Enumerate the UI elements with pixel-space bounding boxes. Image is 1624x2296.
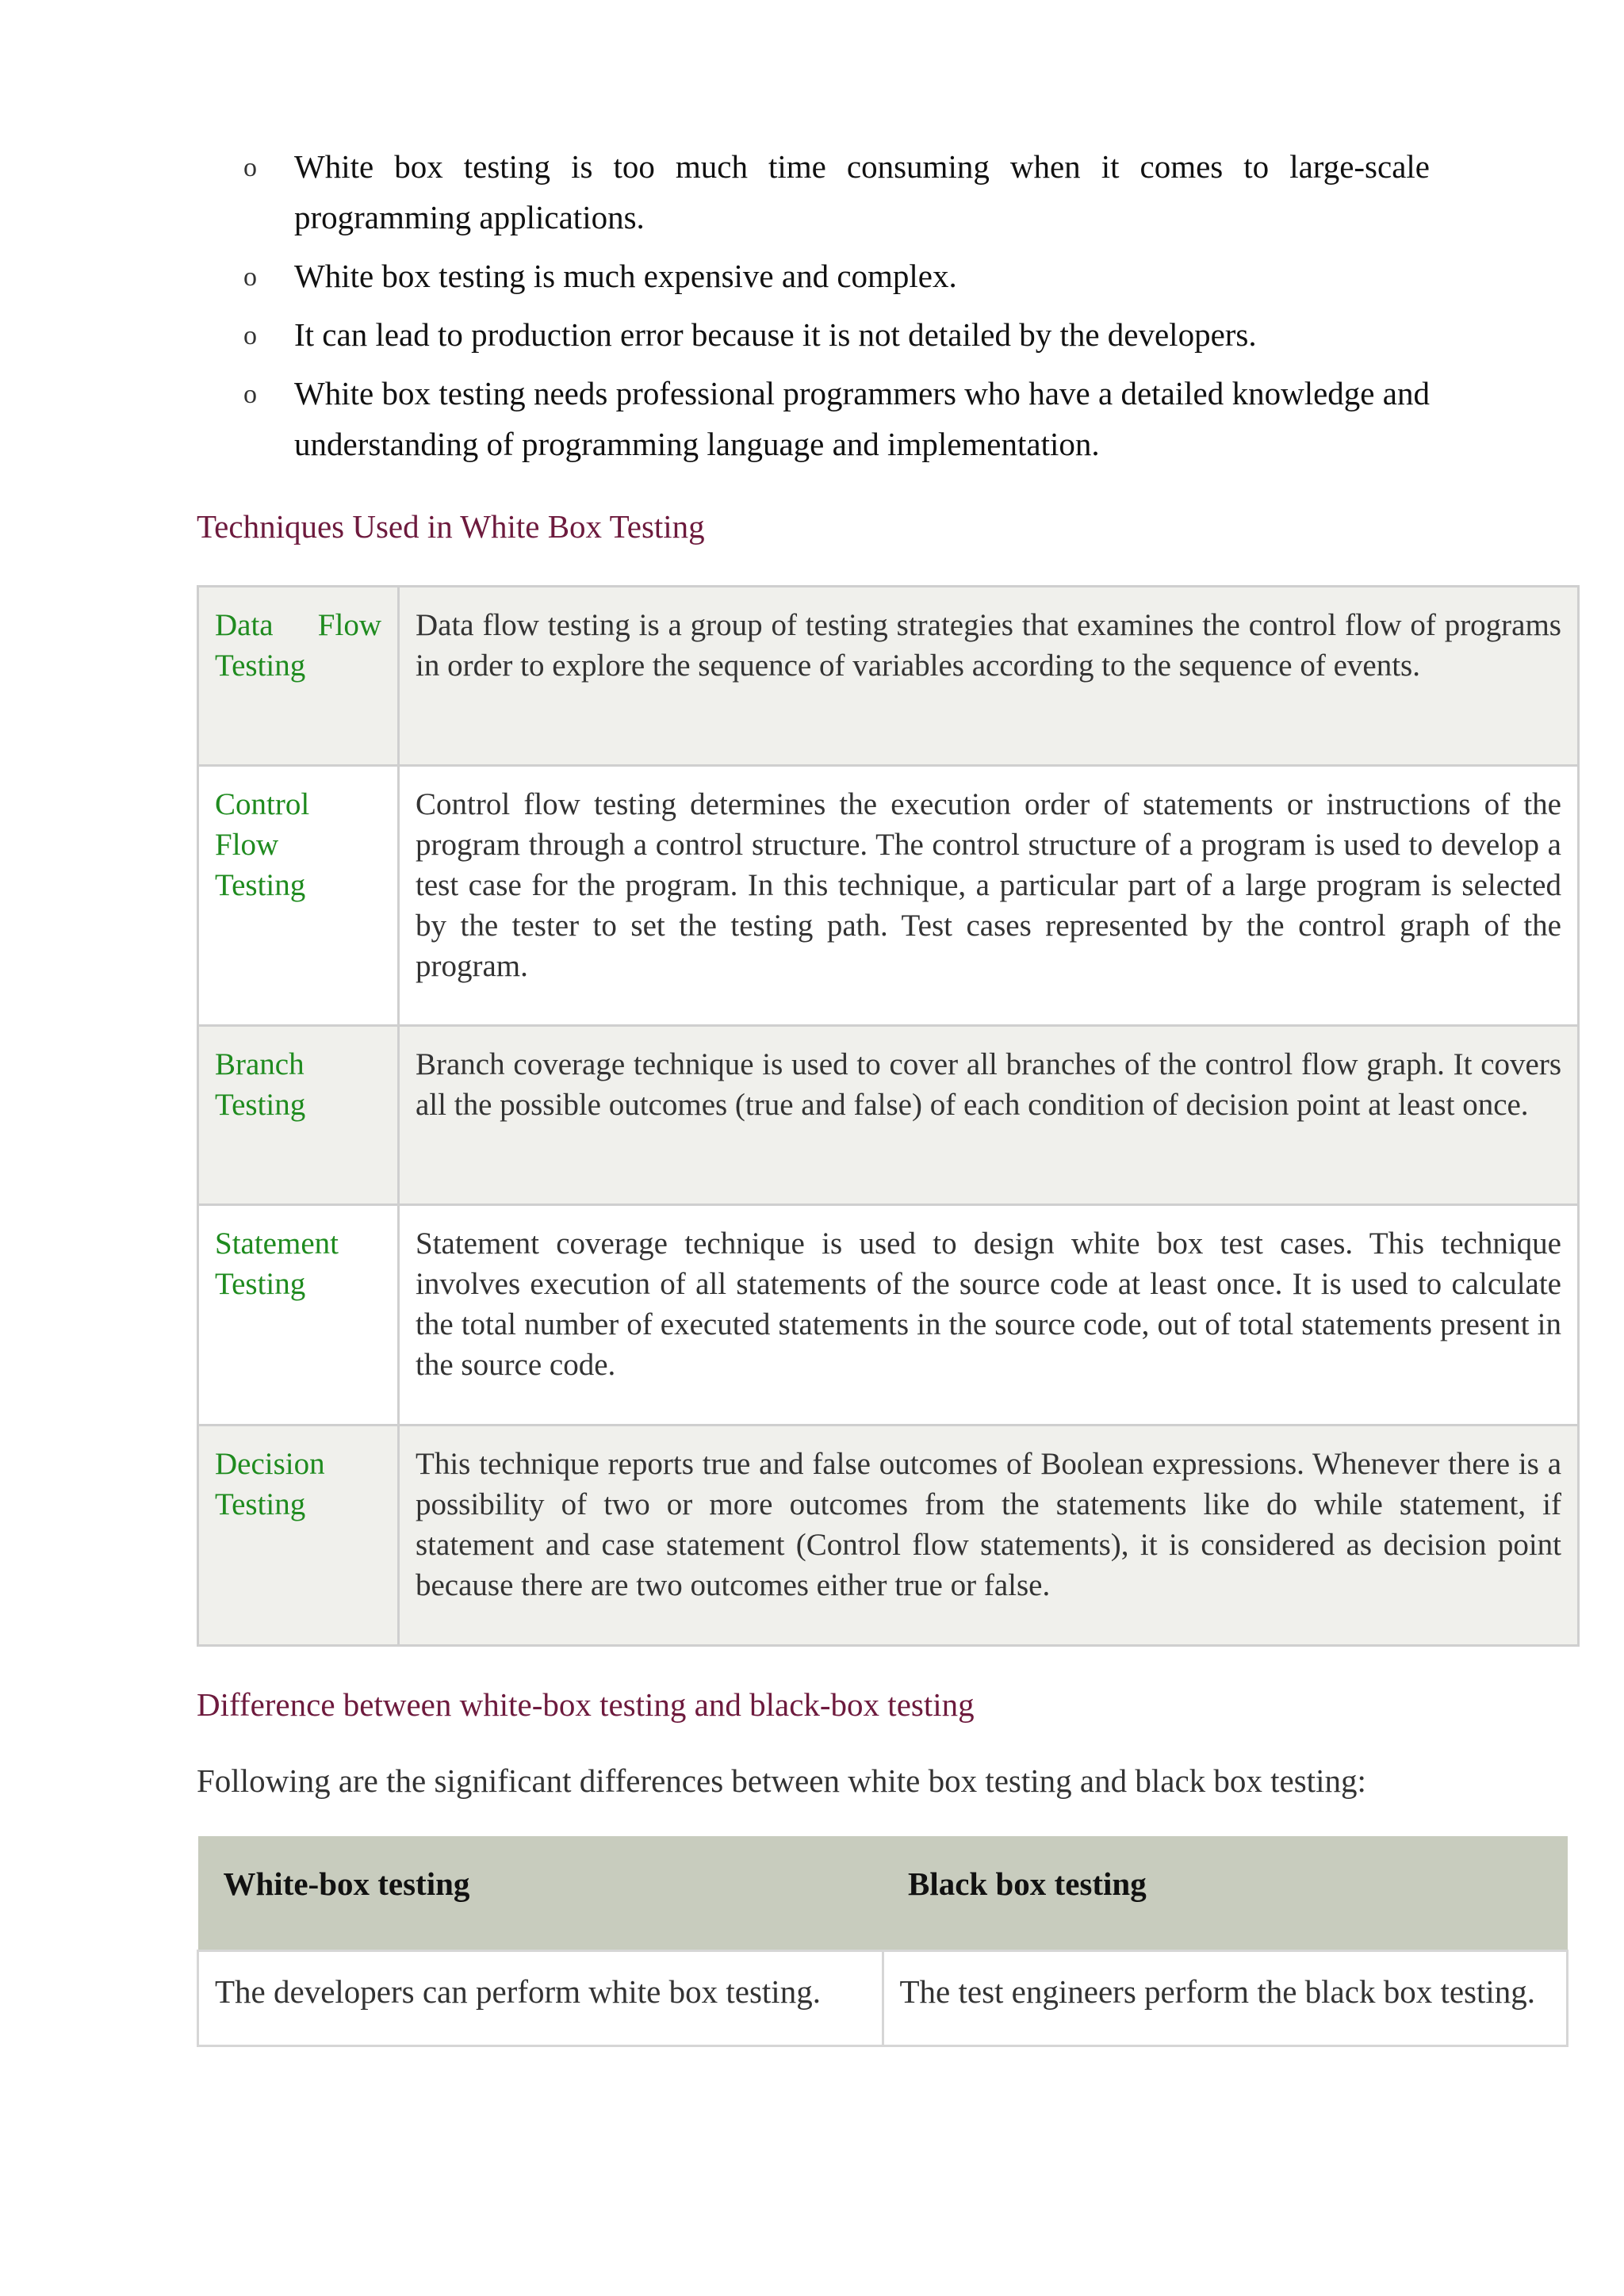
technique-name: Decision Testing <box>198 1425 399 1646</box>
list-item <box>0 309 1624 360</box>
technique-description: Data flow testing is a group of testing strategies that examines the control flow of programs in order to explore the sequence of variables according to the sequence of events. <box>399 587 1579 766</box>
column-header-white-box: White-box testing <box>198 1836 883 1950</box>
bullet-marker: o <box>243 153 257 182</box>
technique-description: This technique reports true and false outcomes of Boolean expressions. Whenever there is a possibility of two or more outcomes from the statements like do while statement, if statement and case statement (Control flow statements), it is considered as decision point because there are two outcomes either true or false. <box>399 1425 1579 1646</box>
column-header-black-box: Black box testing <box>883 1836 1568 1950</box>
list-item-text: White box testing is much expensive and complex. <box>294 258 957 294</box>
technique-name: Statement Testing <box>198 1205 399 1425</box>
table-cell: The test engineers perform the black box testing. <box>883 1950 1568 2045</box>
list-item-text: White box testing needs professional programmers who have a detailed knowledge and understanding of programming language and implementation. <box>294 375 1430 462</box>
difference-table <box>197 1836 1568 2047</box>
bullet-marker: o <box>243 262 257 292</box>
difference-intro: Following are the significant differences between white box testing and black box testing: <box>197 1762 1366 1799</box>
table-row <box>198 1950 1568 2045</box>
table-cell: The developers can perform white box testing. <box>198 1950 883 2045</box>
list-item-text: White box testing is too much time consuming when it comes to large-scale programming applications. <box>294 148 1430 235</box>
bullet-marker: o <box>243 321 257 350</box>
technique-name: Control Flow Testing <box>198 766 399 1026</box>
list-item-text: It can lead to production error because it is not detailed by the developers. <box>294 316 1257 353</box>
technique-description: Control flow testing determines the execution order of statements or instructions of the program through a control structure. The control structure of a program is used to develop a test case for the program. In this technique, a particular part of a large program is selected by the tester to set the testing path. Test cases represented by the control graph of the program. <box>399 766 1579 1026</box>
technique-name: Branch Testing <box>198 1026 399 1205</box>
technique-description: Branch coverage technique is used to cover all branches of the control flow graph. It covers all the possible outcomes (true and false) of each condition of decision point at least once. <box>399 1026 1579 1205</box>
techniques-heading: Techniques Used in White Box Testing <box>197 508 705 545</box>
techniques-table <box>197 585 1580 1647</box>
table-row <box>198 766 1579 1026</box>
technique-description: Statement coverage technique is used to design white box test cases. This technique involves execution of all statements of the source code at least once. It is used to calculate the total number of executed statements in the source code, out of total statements present in the source code. <box>399 1205 1579 1425</box>
bullet-marker: o <box>243 380 257 409</box>
table-row <box>198 1026 1579 1205</box>
disadvantages-list <box>0 141 1624 477</box>
list-item <box>0 251 1624 301</box>
technique-name: Data Flow Testing <box>198 587 399 766</box>
table-row <box>198 587 1579 766</box>
difference-heading: Difference between white-box testing and black-box testing <box>197 1686 975 1723</box>
list-item <box>0 368 1624 469</box>
table-row <box>198 1425 1579 1646</box>
list-item <box>0 141 1624 243</box>
table-row <box>198 1205 1579 1425</box>
table-header-row <box>198 1836 1568 1950</box>
